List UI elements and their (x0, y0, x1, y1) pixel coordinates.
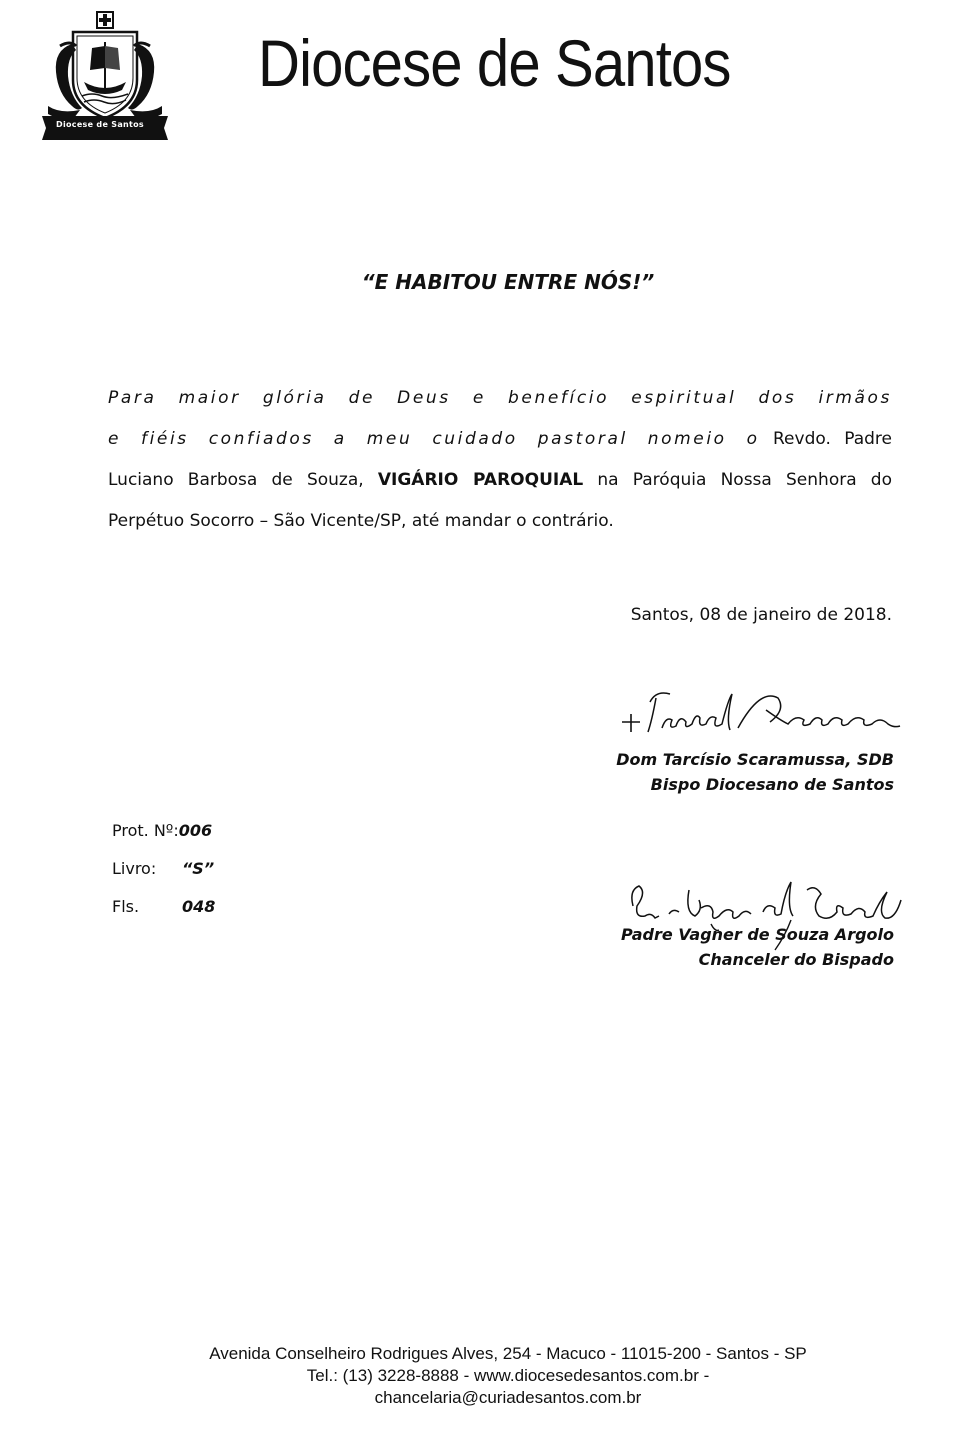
crest-motto-ribbon: Diocese de Santos (56, 120, 144, 129)
bishop-signature-block (616, 747, 894, 797)
book-row (112, 850, 215, 888)
paragraph-line-2-intro: e fiéis confiados a meu cuidado pastoral nomeio o (108, 429, 760, 449)
bishop-name: Dom Tarcísio Scaramussa, SDB (616, 750, 894, 769)
chancellor-signature-block (621, 922, 894, 972)
appointment-title: VIGÁRIO PAROQUIAL (377, 470, 584, 490)
sheets-row (112, 888, 215, 926)
appointment-paragraph (108, 378, 892, 542)
paragraph-line-1: Para maior glória de Deus e benefício espiritual dos irmãos (108, 388, 892, 408)
letter-footer (0, 1343, 960, 1409)
chancellor-name: Padre Vagner de Souza Argolo (620, 925, 894, 944)
sheets-label: Fls. (112, 897, 140, 916)
book-label: Livro: (112, 859, 157, 878)
paragraph-line-2-tail: Revdo. Padre (773, 429, 892, 449)
paragraph-line-4: Perpétuo Socorro – São Vicente/SP, até mandar o contrário. (108, 511, 614, 531)
sheets-value: 048 (182, 897, 216, 916)
protocol-number-row (112, 812, 215, 850)
book-value: “S” (182, 859, 215, 878)
bishop-role: Bispo Diocesano de Santos (650, 775, 894, 794)
protocol-number-label: Prot. Nº: (112, 821, 179, 840)
footer-email: chancelaria@curiadesantos.com.br (374, 1388, 642, 1407)
document-date: Santos, 08 de janeiro de 2018. (630, 605, 892, 625)
protocol-block (112, 812, 215, 926)
footer-contact: Tel.: (13) 3228-8888 - www.diocesedesantos.com.br - (306, 1366, 710, 1385)
paragraph-line-3-b: na Paróquia Nossa Senhora do (597, 470, 893, 490)
protocol-number-value: 006 (178, 821, 213, 840)
bishop-signature (610, 680, 910, 750)
paragraph-line-3-a: Luciano Barbosa de Souza, (108, 470, 364, 490)
footer-address: Avenida Conselheiro Rodrigues Alves, 254 - Macuco - 11015-200 - Santos - SP (209, 1344, 807, 1363)
chancellor-role: Chanceler do Bispado (698, 950, 894, 969)
document-motto: “E HABITOU ENTRE NÓS!” (361, 270, 655, 294)
letterhead-title: Diocese de Santos (258, 26, 731, 100)
